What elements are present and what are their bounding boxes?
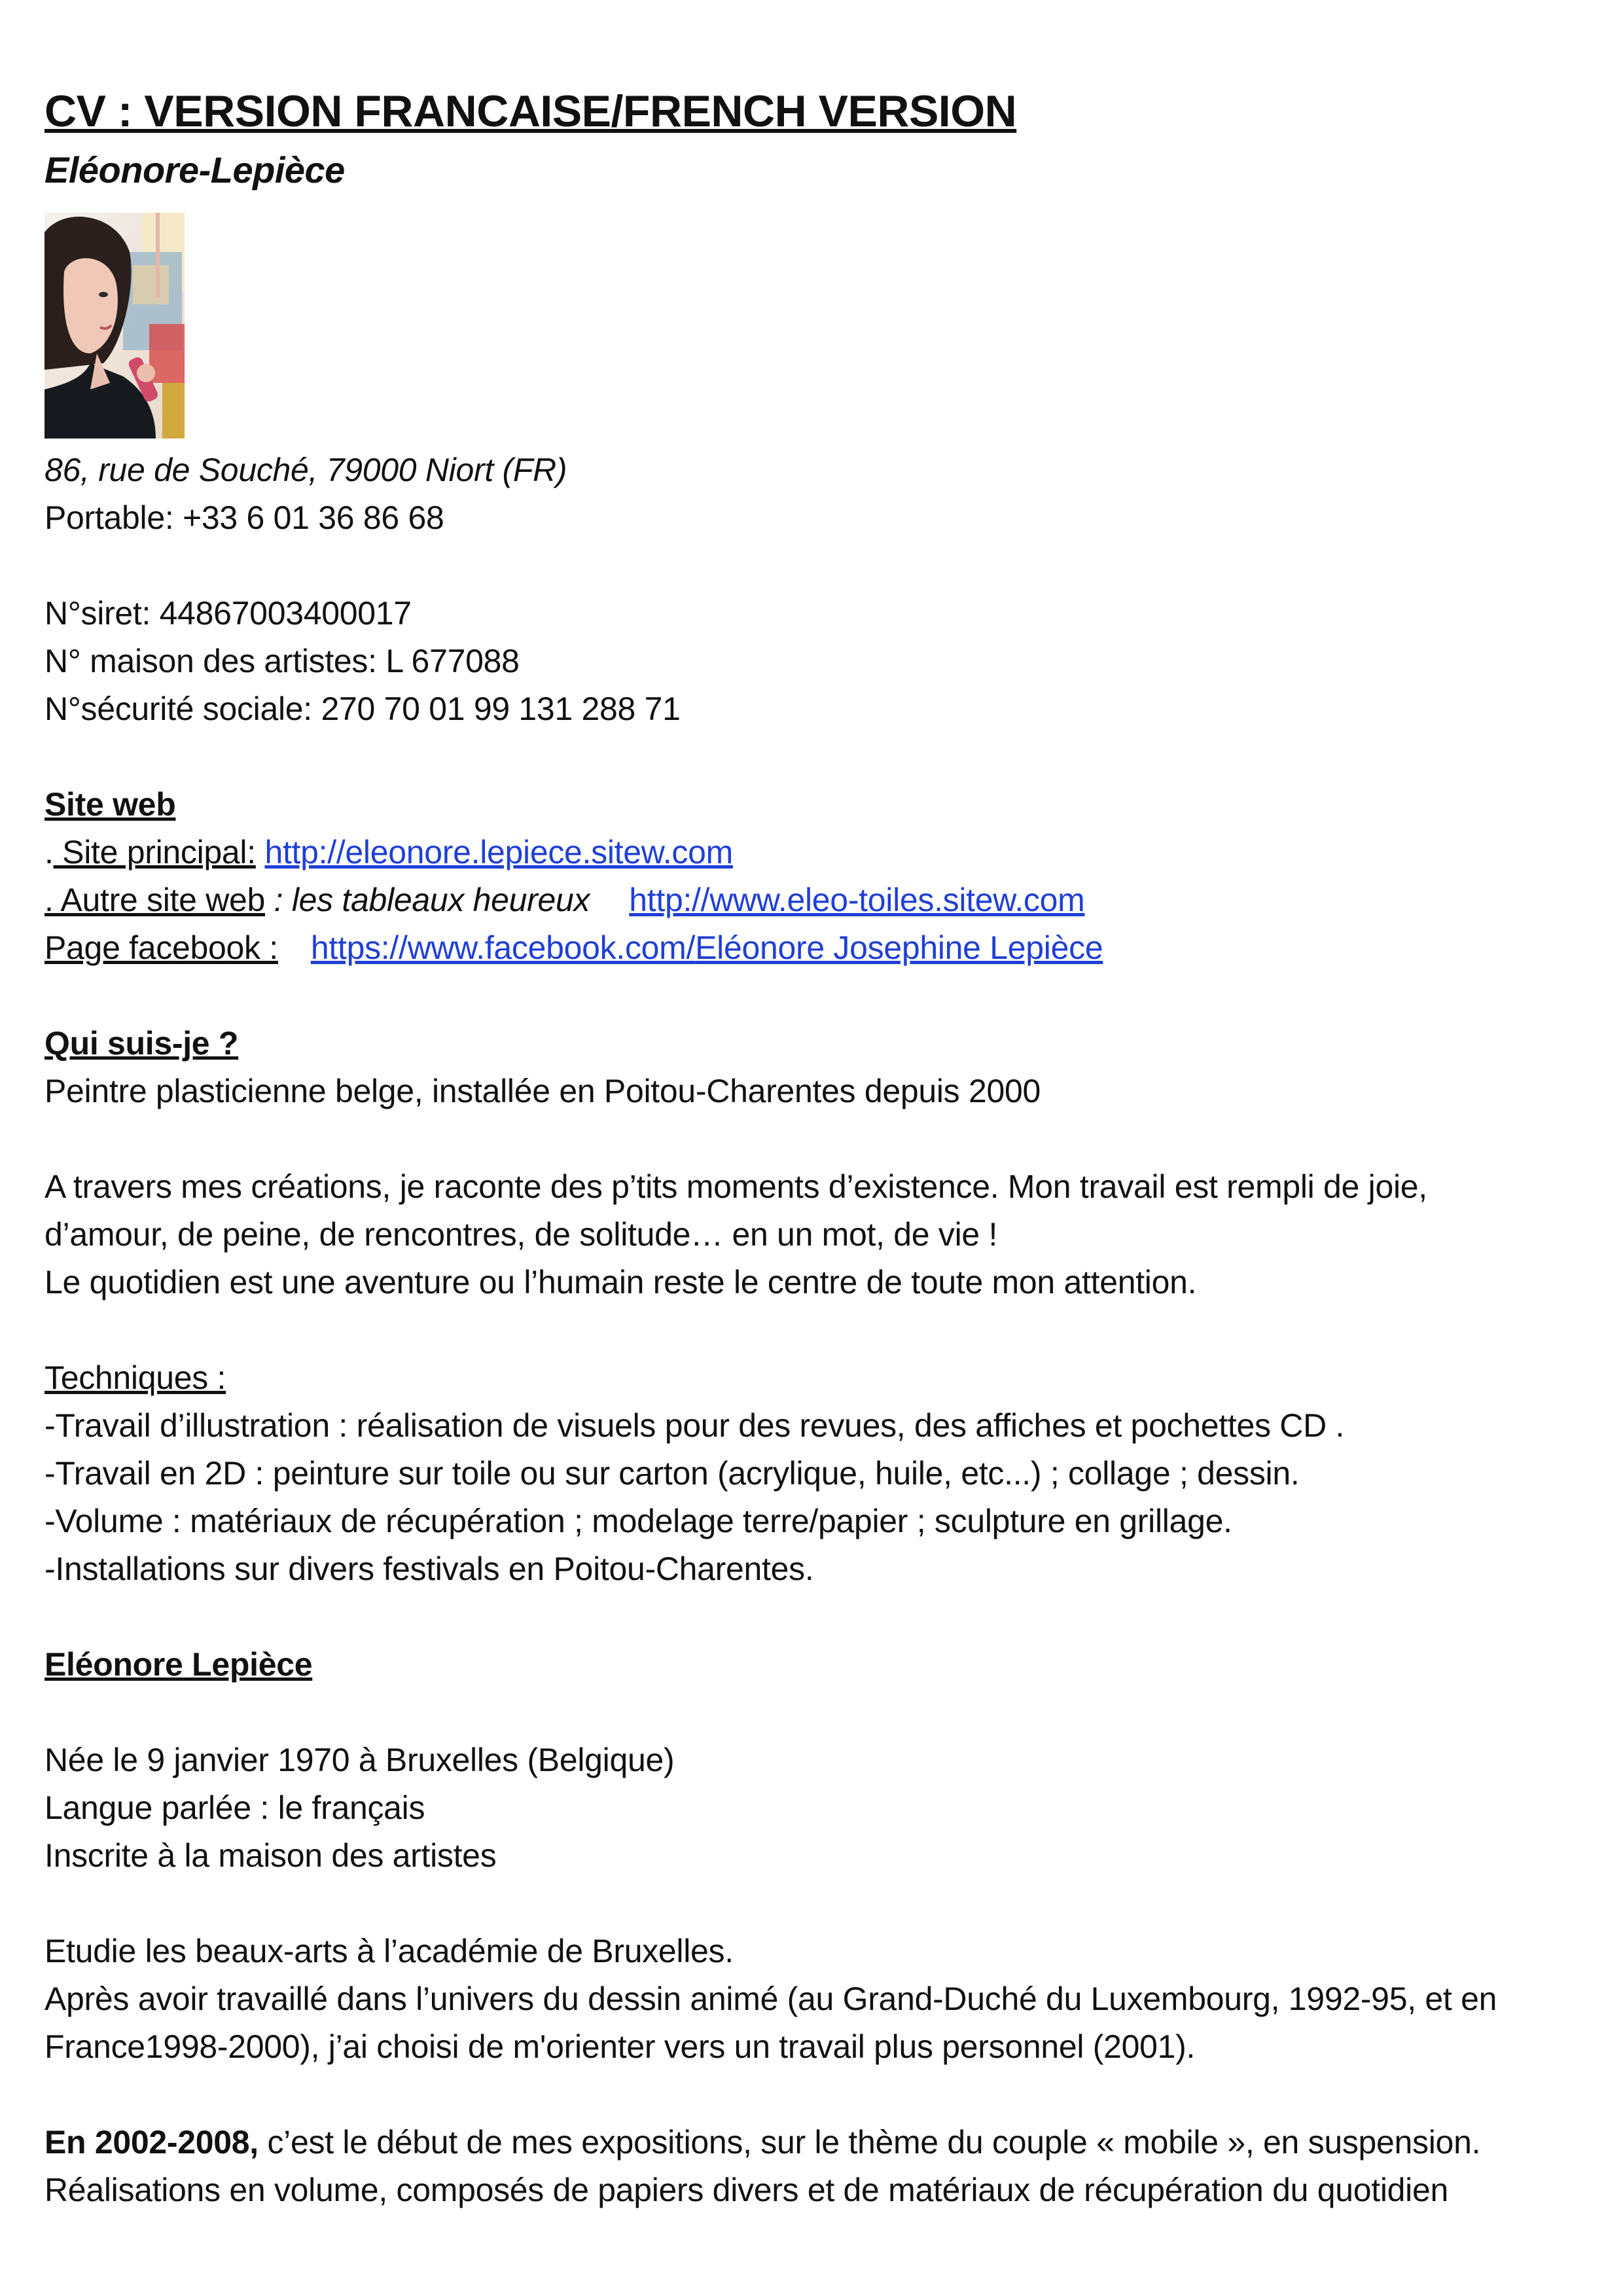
main-site-prefix: . — [45, 834, 54, 870]
technique-item: -Travail d’illustration : réalisation de visuels pour des revues, des affiches et pochettes CD . — [45, 1407, 1345, 1444]
techniques-heading: Techniques : — [45, 1359, 226, 1396]
siret-number: N°siret: 44867003400017 — [45, 595, 412, 632]
facebook-line — [45, 924, 1576, 972]
portrait-photo — [45, 213, 185, 439]
other-site-line — [45, 876, 1576, 924]
main-site-line — [45, 829, 1576, 876]
bio-fact: Née le 9 janvier 1970 à Bruxelles (Belgique) — [45, 1742, 675, 1778]
expo-year: En 2002-2008, — [45, 2124, 259, 2161]
securite-sociale-number: N°sécurité sociale: 270 70 01 99 131 288 71 — [45, 691, 681, 727]
other-site-label: . Autre site web — [45, 882, 266, 918]
maison-artistes-number: N° maison des artistes: L 677088 — [45, 643, 520, 679]
technique-item: -Volume : matériaux de récupération ; modelage terre/papier ; sculpture en grillage. — [45, 1503, 1232, 1539]
site-web-heading: Site web — [45, 786, 176, 823]
studies-line: Après avoir travaillé dans l’univers du dessin animé (au Grand-Duché du Luxembourg, 1992-95, et en — [45, 1981, 1497, 2017]
paragraph-line: Le quotidien est une aventure ou l’humain reste le centre de toute mon attention. — [45, 1264, 1197, 1300]
main-site-link[interactable]: http://eleonore.lepiece.sitew.com — [264, 834, 733, 870]
paragraph-line: A travers mes créations, je raconte des p’tits moments d’existence. Mon travail est rempli de joie, — [45, 1168, 1427, 1205]
expo-line — [45, 2119, 1576, 2166]
address: 86, rue de Souché, 79000 Niort (FR) — [45, 452, 567, 488]
technique-item: -Installations sur divers festivals en Poitou-Charentes. — [45, 1551, 814, 1587]
document-title: CV : VERSION FRANCAISE/FRENCH VERSION — [45, 86, 1017, 136]
bio-heading: Eléonore Lepièce — [45, 1646, 313, 1683]
bio-fact: Inscrite à la maison des artistes — [45, 1837, 497, 1874]
artist-name-subtitle: Eléonore-Lepièce — [45, 149, 345, 190]
facebook-link-base: https://www.facebook.com/ — [310, 929, 696, 966]
studies-line: Etudie les beaux-arts à l’académie de Bruxelles. — [45, 1933, 734, 1969]
expo-line-2: Réalisations en volume, composés de papiers divers et de matériaux de récupération du quotidien — [45, 2172, 1448, 2208]
bio-fact: Langue parlée : le français — [45, 1789, 425, 1826]
other-site-link[interactable]: http://www.eleo-toiles.sitew.com — [629, 882, 1085, 918]
paragraph-line: d’amour, de peine, de rencontres, de solitude… en un mot, de vie ! — [45, 1216, 998, 1253]
other-site-description: : les tableaux heureux — [265, 882, 590, 918]
studies-line: France1998-2000), j’ai choisi de m'orienter vers un travail plus personnel (2001). — [45, 2028, 1196, 2065]
facebook-link-name: Eléonore Josephine Lepièce — [695, 929, 1103, 966]
cv-page — [45, 82, 1576, 2214]
phone-number: Portable: +33 6 01 36 86 68 — [45, 499, 444, 536]
facebook-label: Page facebook : — [45, 929, 278, 966]
qui-suis-je-heading: Qui suis-je ? — [45, 1025, 239, 1062]
technique-item: -Travail en 2D : peinture sur toile ou sur carton (acrylique, huile, etc...) ; collage ; dessin. — [45, 1455, 1300, 1492]
facebook-link[interactable] — [311, 929, 1103, 966]
intro-text: Peintre plasticienne belge, installée en Poitou-Charentes depuis 2000 — [45, 1073, 1041, 1109]
main-site-label: Site principal: — [53, 834, 256, 870]
expo-description: c’est le début de mes expositions, sur le thème du couple « mobile », en suspension. — [258, 2124, 1481, 2161]
